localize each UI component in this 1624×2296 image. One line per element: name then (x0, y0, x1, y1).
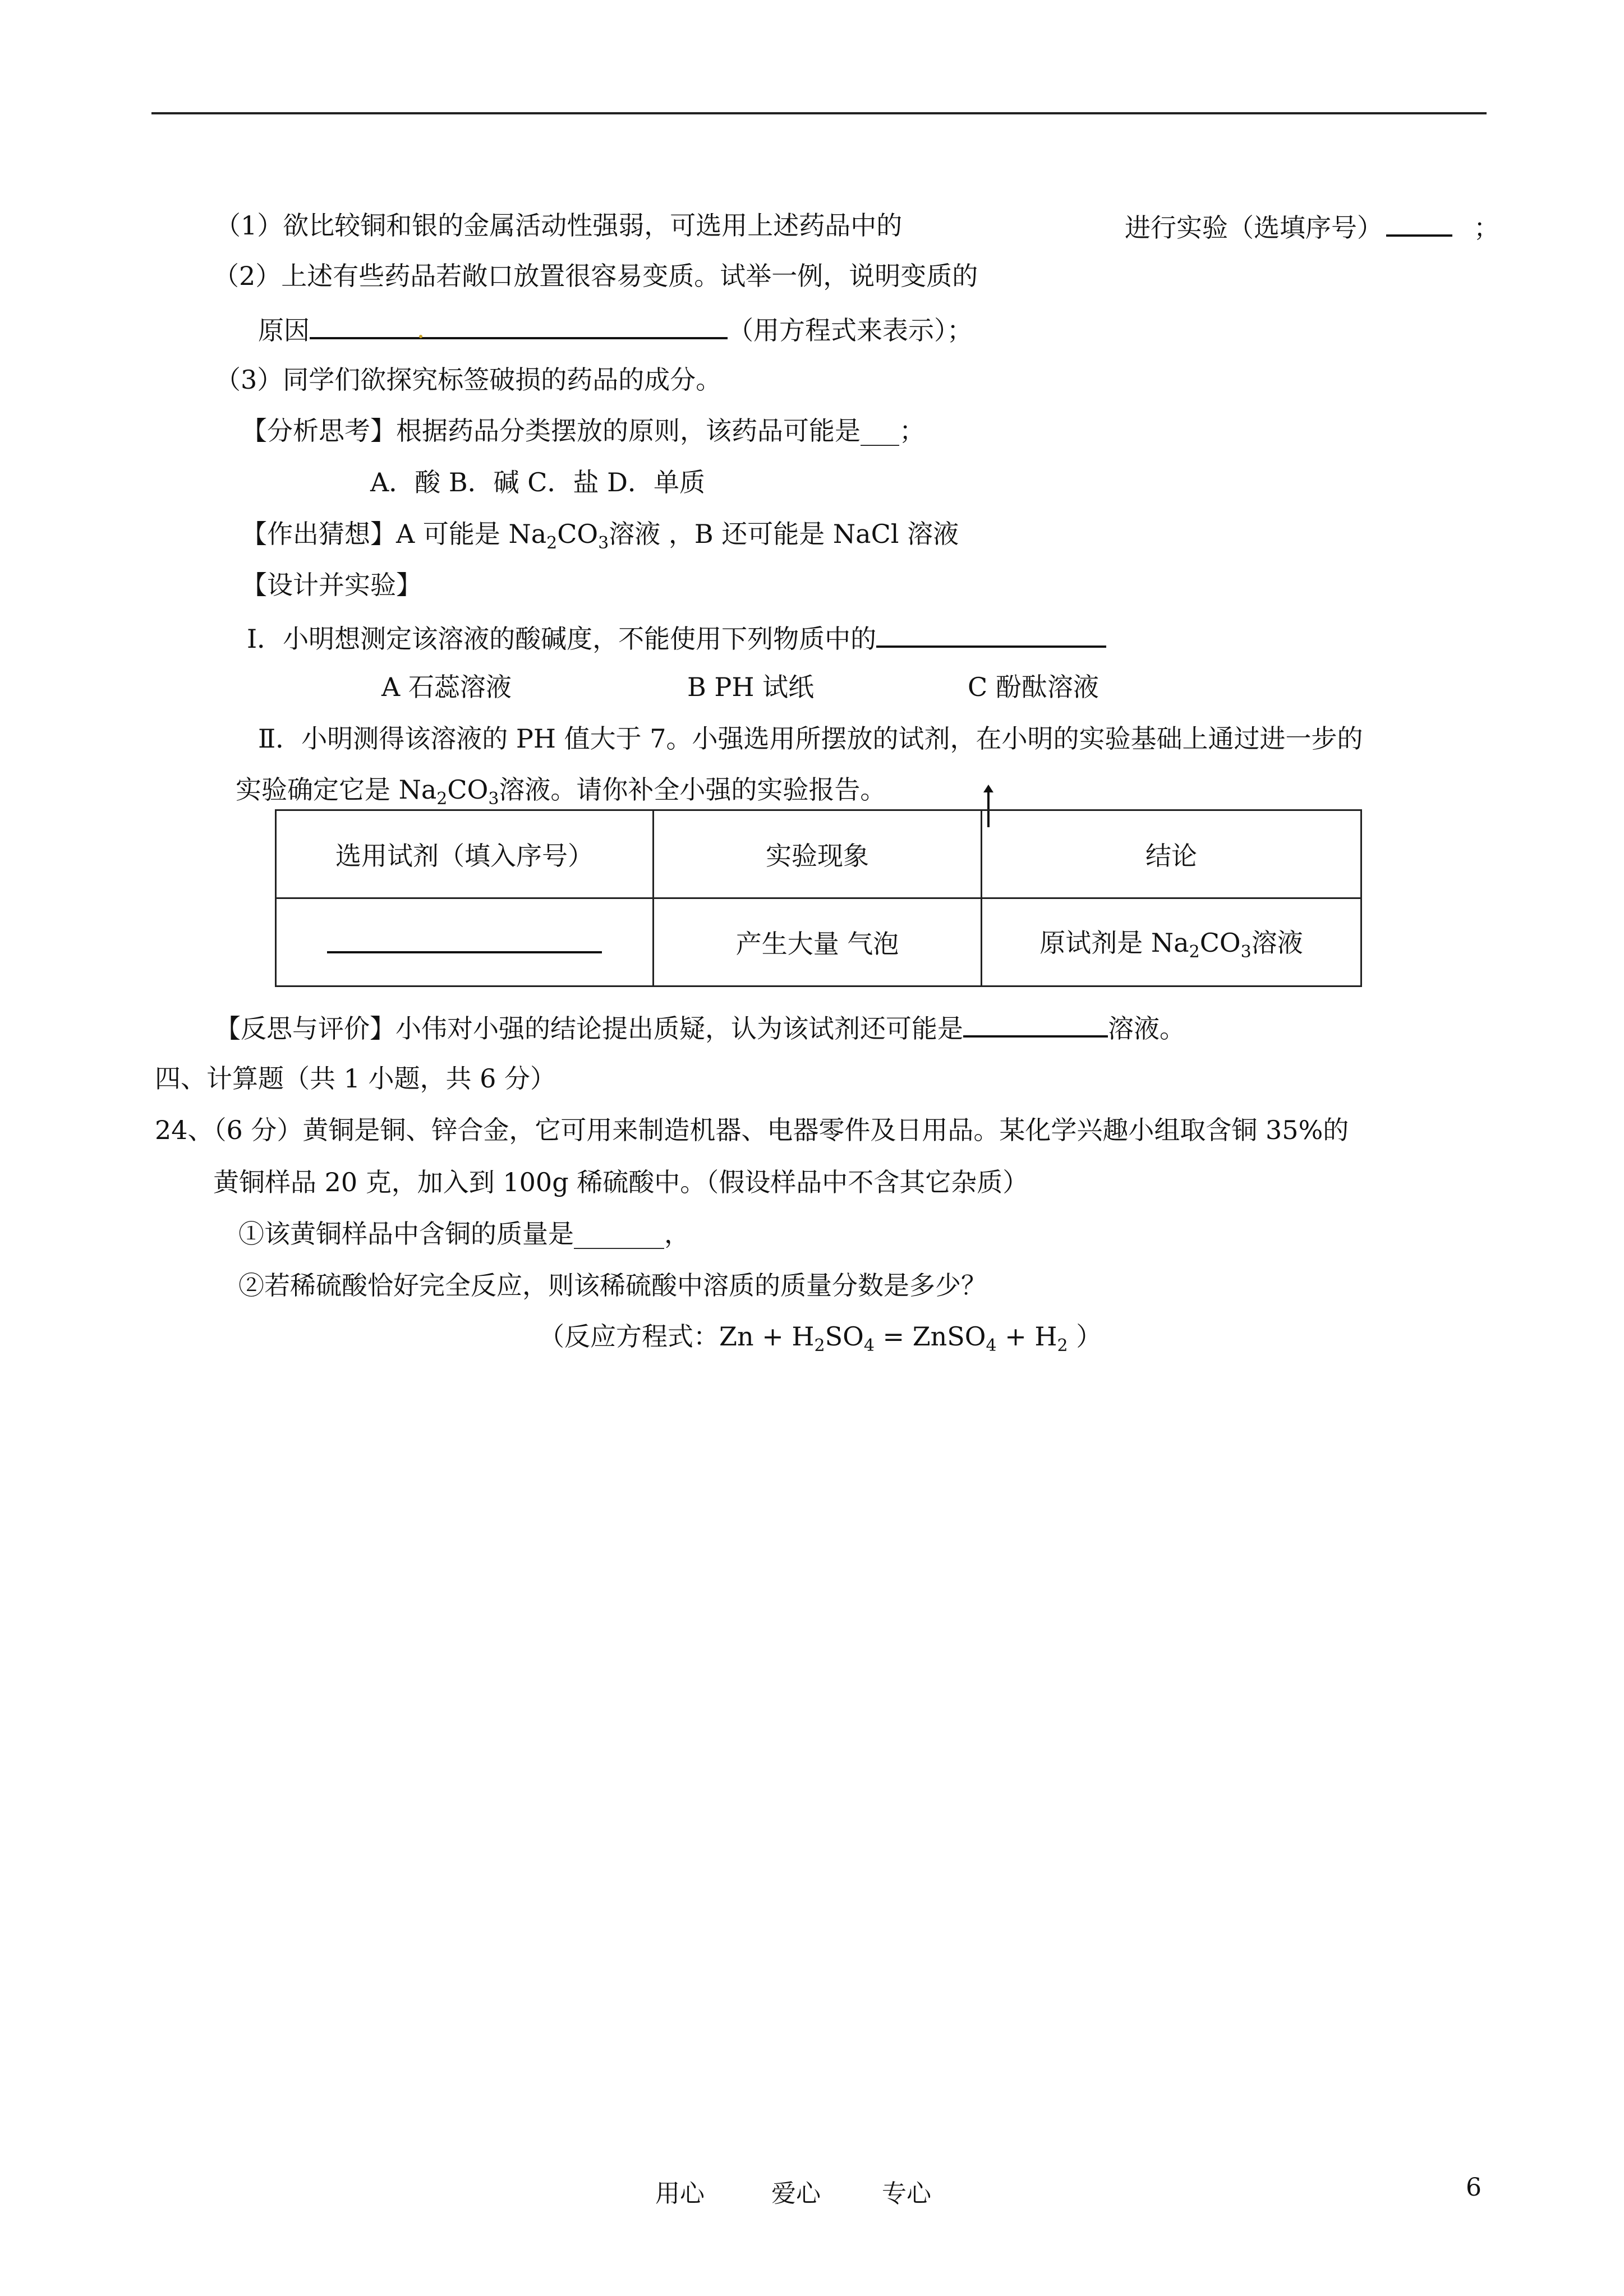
answer-blank-2[interactable] (310, 311, 728, 339)
footer-text-3: 专心 (882, 2179, 931, 2208)
answer-blank-4[interactable] (327, 925, 602, 953)
table-cell-observation: 产生大量 气泡 (654, 898, 982, 986)
table-header-row (276, 810, 1361, 898)
question-2-line1: （2）上述有些药品若敞口放置很容易变质。试举一例，说明变质的 (213, 261, 978, 291)
step-1-option-c: C 酚酞溶液 (968, 672, 1099, 702)
table-cell-reagent (276, 898, 654, 986)
question-24-line1: 24、（6 分）黄铜是铜、锌合金，它可用来制造机器、电器零件及日用品。某化学兴趣小组取含铜 35%的 (155, 1115, 1349, 1145)
experiment-report-table (275, 809, 1362, 987)
reaction-equation: （反应方程式：$Zn + H_2SO_4$ = ZnSO$_4$ + $H_2$ ） (539, 1321, 1102, 1356)
guess-line: 【作出猜想】A 可能是 $Na_2CO_3$溶液 ，B 还可能是 NaCl 溶液 (241, 519, 959, 553)
question-24-part2: ②若稀硫酸恰好完全反应，则该稀硫酸中溶质的质量分数是多少？ (238, 1270, 987, 1301)
section-4-heading: 四、计算题（共 1 小题，共 6 分） (155, 1063, 556, 1094)
analysis-options: A．酸 B．碱 C．盐 D．单质 (370, 467, 705, 497)
analysis-line: 【分析思考】根据药品分类摆放的原则，该药品可能是___； (241, 416, 925, 446)
question-1-text: （1）欲比较铜和银的金属活动性强弱，可选用上述药品中的 (215, 210, 903, 241)
reflection-line: 【反思与评价】小伟对小强的结论提出质疑，认为该试剂还可能是 溶液。 (215, 1009, 1185, 1045)
step-1-line: Ⅰ．小明想测定该溶液的酸碱度，不能使用下列物质中的 (247, 620, 1106, 656)
stray-mark (419, 335, 422, 338)
question-24-part1: ①该黄铜样品中含铜的质量是_______， (238, 1219, 690, 1249)
table-row (276, 898, 1361, 986)
step-2-line2: 实验确定它是 $Na_2CO_3$溶液。请你补全小强的实验报告。 (236, 774, 886, 809)
step-1-option-a: A 石蕊溶液 (381, 672, 512, 702)
step-1-option-b: B PH 试纸 (687, 672, 815, 702)
table-header-cell: 实验现象 (654, 810, 982, 898)
question-3-line1: （3）同学们欲探究标签破损的药品的成分。 (215, 365, 722, 395)
page-number: 6 (1466, 2173, 1482, 2202)
question-1-line (215, 209, 902, 242)
header-rule (151, 112, 1487, 114)
table-header-cell: 选用试剂（填入序号） (276, 810, 654, 898)
question-24-line2: 黄铜样品 20 克，加入到 100g 稀硫酸中。（假设样品中不含其它杂质） (213, 1167, 1029, 1197)
answer-blank-3[interactable] (876, 620, 1106, 648)
table-cell-conclusion: 原试剂是 $Na_2CO_3$溶液 (982, 898, 1361, 986)
footer-text-1: 用心 (655, 2179, 705, 2208)
answer-blank-5[interactable] (963, 1009, 1108, 1038)
answer-blank-1[interactable] (1386, 209, 1452, 237)
question-1-tail: 进行实验（选填序号） ； (1125, 209, 1499, 245)
step-2-line1: Ⅱ．小明测得该溶液的 PH 值大于 7。小强选用所摆放的试剂，在小明的实验基础上通过进一步的 (258, 723, 1363, 754)
footer-text-2: 爱心 (771, 2179, 821, 2208)
design-heading: 【设计并实验】 (241, 570, 422, 600)
table-header-cell: 结论 (982, 810, 1361, 898)
question-2-line2: 原因 （用方程式来表示）； (258, 311, 973, 347)
